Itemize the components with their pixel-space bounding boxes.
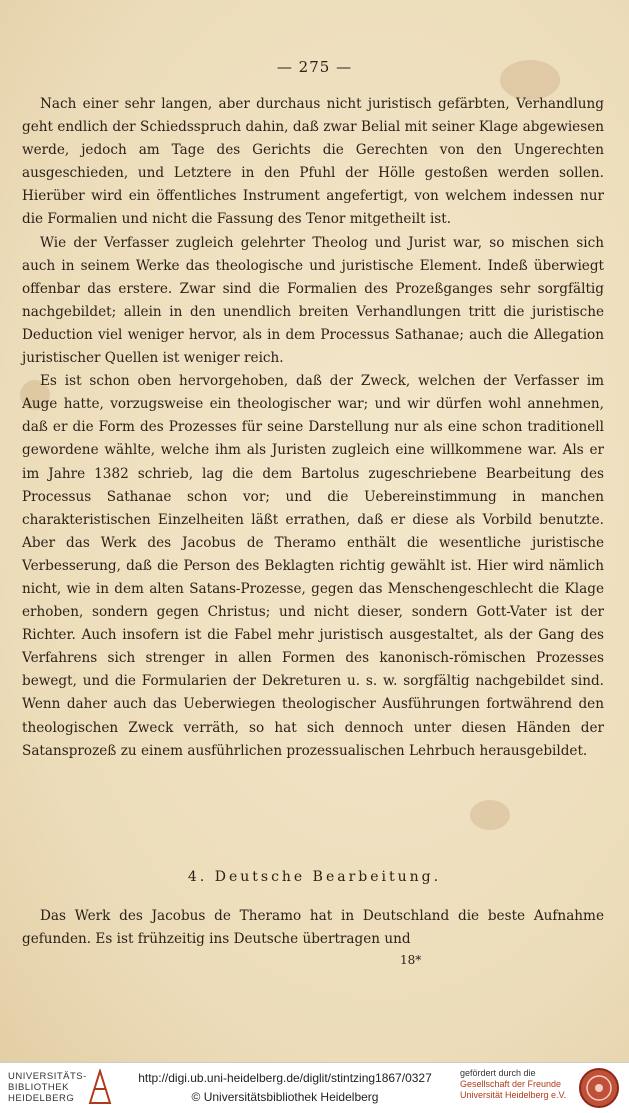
sponsor-text	[460, 1068, 566, 1101]
copyright: © Universitätsbibliothek Heidelberg	[191, 1090, 379, 1104]
page-number: — 275 —	[276, 58, 353, 76]
university-seal-icon	[578, 1067, 620, 1109]
library-name-line: UNIVERSITÄTS-	[8, 1071, 87, 1082]
paragraph-2: Wie der Verfasser zugleich gelehrter Theolog und Jurist war, so mischen sich auch in seinem Werke das theologische und juristische Element. Indeß überwiegt offenbar das erstere. Zwar sind die Formalien des Prozeßganges sehr sorgfältig nachgebildet; allein in den unendlich breiten Verhandlungen tritt die juristische Deduction viel weniger hervor, als in dem Processus Sathanae; auch die Allegation juristischer Quellen ist weniger reich.	[22, 234, 604, 367]
body-text	[22, 93, 604, 763]
stain	[470, 800, 510, 830]
sponsor-line: gefördert durch die	[460, 1068, 536, 1078]
sponsor-line: Gesellschaft der Freunde	[460, 1079, 562, 1089]
library-name-line: HEIDELBERG	[8, 1093, 75, 1104]
library-name	[8, 1071, 87, 1104]
permalink[interactable]: http://digi.ub.uni-heidelberg.de/diglit/stintzing1867/0327	[138, 1071, 432, 1085]
signature-mark: 18*	[400, 953, 422, 967]
paragraph-1: Nach einer sehr langen, aber durchaus nicht juristisch gefärbten, Verhandlung geht endlich der Schiedsspruch dahin, daß zwar Belial mit seiner Klage abgewiesen werde, jedoch am Tage des Gerichts die Gerechten von den Ungerechten ausgeschieden, und Letztere in den Pfuhl der Hölle gestoßen werden sollen. Hierüber wird ein öffentliches Instrument angefertigt, von welchem indessen nur die Formalien und nicht die Fassung des Tenor mitgetheilt ist.	[22, 96, 604, 228]
body-text-continued	[22, 905, 604, 951]
section-heading: 4. Deutsche Bearbeitung.	[187, 869, 442, 885]
paragraph-4: Das Werk des Jacobus de Theramo hat in Deutschland die beste Aufnahme gefunden. Es ist frühzeitig ins Deutsche übertragen und	[22, 908, 604, 948]
library-name-line: BIBLIOTHEK	[8, 1082, 69, 1093]
paragraph-3: Es ist schon oben hervorgehoben, daß der Zweck, welchen der Verfasser im Auge hatte, vorzugsweise ein theologischer war; und wir dürfen wohl annehmen, daß er die Form des Prozesses für seine Darstellung nur als eine schon traditionell gewordene wählte, welche ihm als Juristen zugleich eine willkommene war. Als er im Jahre 1382 schrieb, lag die dem Bartolus zugeschriebene Bearbeitung des Processus Sathanae schon vor; und die Uebereinstimmung in manchen charakteristischen Einzelheiten läßt errathen, daß er diese als Vorbild benutzte. Aber das Werk des Jacobus de Theramo enthält die wesentliche juristische Verbesserung, daß die Person des Beklagten richtig gewählt ist. Hier wird nämlich nicht, wie in dem alten Satans-Prozesse, gegen das Menschengeschlecht die Klage erhoben, sondern gegen Christus; und nicht dieser, sondern Gott-Vater ist der Richter. Auch insofern ist die Fabel mehr juristisch ausgestaltet, als der Gang des Verfahrens sich strenger in allen Formen des kanonisch-römischen Prozesses bewegt, und die Formularien der Dekreturen u. s. w. sorgfältig nachgebildet sind. Wenn daher auch das Ueberwiegen theologischer Ausführungen fortwährend den theologischen Zweck verräth, so hat sich dennoch unter diesen Händen der Satansprozeß zu einem ausführlichen prozessualischen Lehrbuch herausgebildet.	[22, 373, 604, 759]
footer-bar	[0, 1062, 629, 1113]
sponsor-line: Universität Heidelberg e.V.	[460, 1090, 567, 1100]
library-logo-icon	[86, 1069, 114, 1105]
